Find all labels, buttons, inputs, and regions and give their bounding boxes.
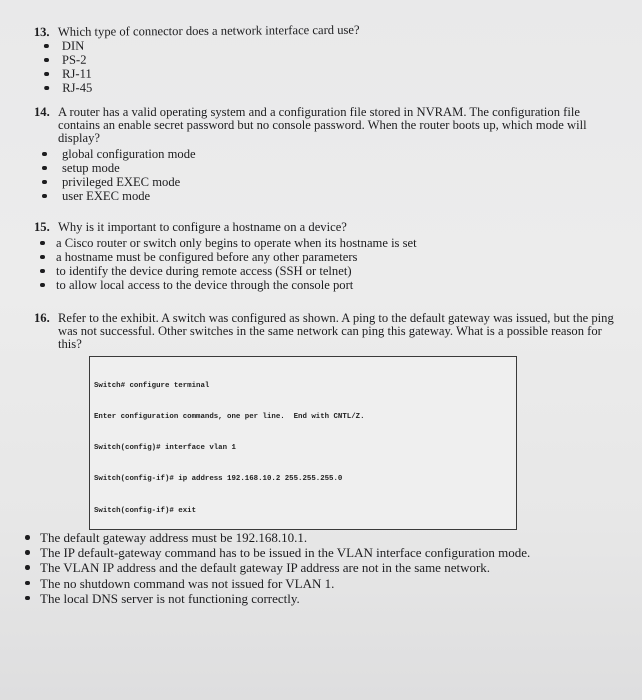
option-item: user EXEC mode — [34, 189, 624, 203]
question-text: Why is it important to configure a hostname on a device? — [58, 220, 347, 234]
cli-line: Switch(config-if)# exit — [94, 506, 197, 515]
option-list — [34, 147, 624, 203]
question-text: A router has a valid operating system and a configuration file stored in NVRAM. The configuration file contains an enable secret password but no console password. When the router boots up, which mode will display? — [58, 105, 587, 145]
option-item: The IP default-gateway command has to be issued in the VLAN interface configuration mode. — [22, 545, 622, 560]
option-item: RJ-45 — [34, 77, 624, 95]
question-number: 16. — [34, 311, 50, 325]
option-item: to allow local access to the device through the console port — [34, 278, 624, 292]
question-16 — [34, 312, 624, 351]
option-list — [34, 236, 624, 292]
question-number: 14. — [34, 105, 50, 119]
question-16-options — [22, 530, 622, 606]
cli-line: Enter configuration commands, one per line. End with CNTL/Z. — [94, 413, 365, 422]
question-number: 13. — [33, 24, 50, 40]
question-14-header — [34, 106, 624, 145]
question-16-header — [34, 312, 624, 351]
option-item: PS-2 — [34, 49, 624, 67]
question-14 — [34, 106, 624, 203]
option-list — [34, 35, 624, 95]
question-text: Refer to the exhibit. A switch was configured as shown. A ping to the default gateway was issued, but the ping was not successful. Other switches in the same network can ping this gateway. What is a possible reason for this? — [58, 311, 614, 351]
cli-exhibit — [89, 356, 517, 530]
question-text: Which type of connector does a network interface card use? — [57, 22, 360, 39]
question-15 — [34, 221, 624, 292]
option-item: The default gateway address must be 192.168.10.1. — [22, 530, 622, 545]
option-item: privileged EXEC mode — [34, 175, 624, 189]
option-item: DIN — [34, 35, 624, 53]
option-item: The local DNS server is not functioning correctly. — [22, 591, 622, 606]
question-number: 15. — [34, 220, 50, 234]
question-15-header — [34, 221, 624, 234]
question-13 — [34, 22, 624, 95]
option-item: RJ-11 — [34, 63, 624, 81]
option-item: a hostname must be configured before any other parameters — [34, 250, 624, 264]
cli-line: Switch# configure terminal — [94, 381, 210, 390]
cli-line: Switch(config)# interface vlan 1 — [94, 444, 236, 453]
option-item: setup mode — [34, 161, 624, 175]
option-item: The VLAN IP address and the default gateway IP address are not in the same network. — [22, 560, 622, 575]
cli-line: Switch(config-if)# ip address 192.168.10.2 255.255.255.0 — [94, 475, 343, 484]
option-item: global configuration mode — [34, 147, 624, 161]
option-list — [22, 530, 622, 606]
option-item: The no shutdown command was not issued for VLAN 1. — [22, 576, 622, 591]
option-item: a Cisco router or switch only begins to operate when its hostname is set — [34, 236, 624, 250]
option-item: to identify the device during remote access (SSH or telnet) — [34, 264, 624, 278]
